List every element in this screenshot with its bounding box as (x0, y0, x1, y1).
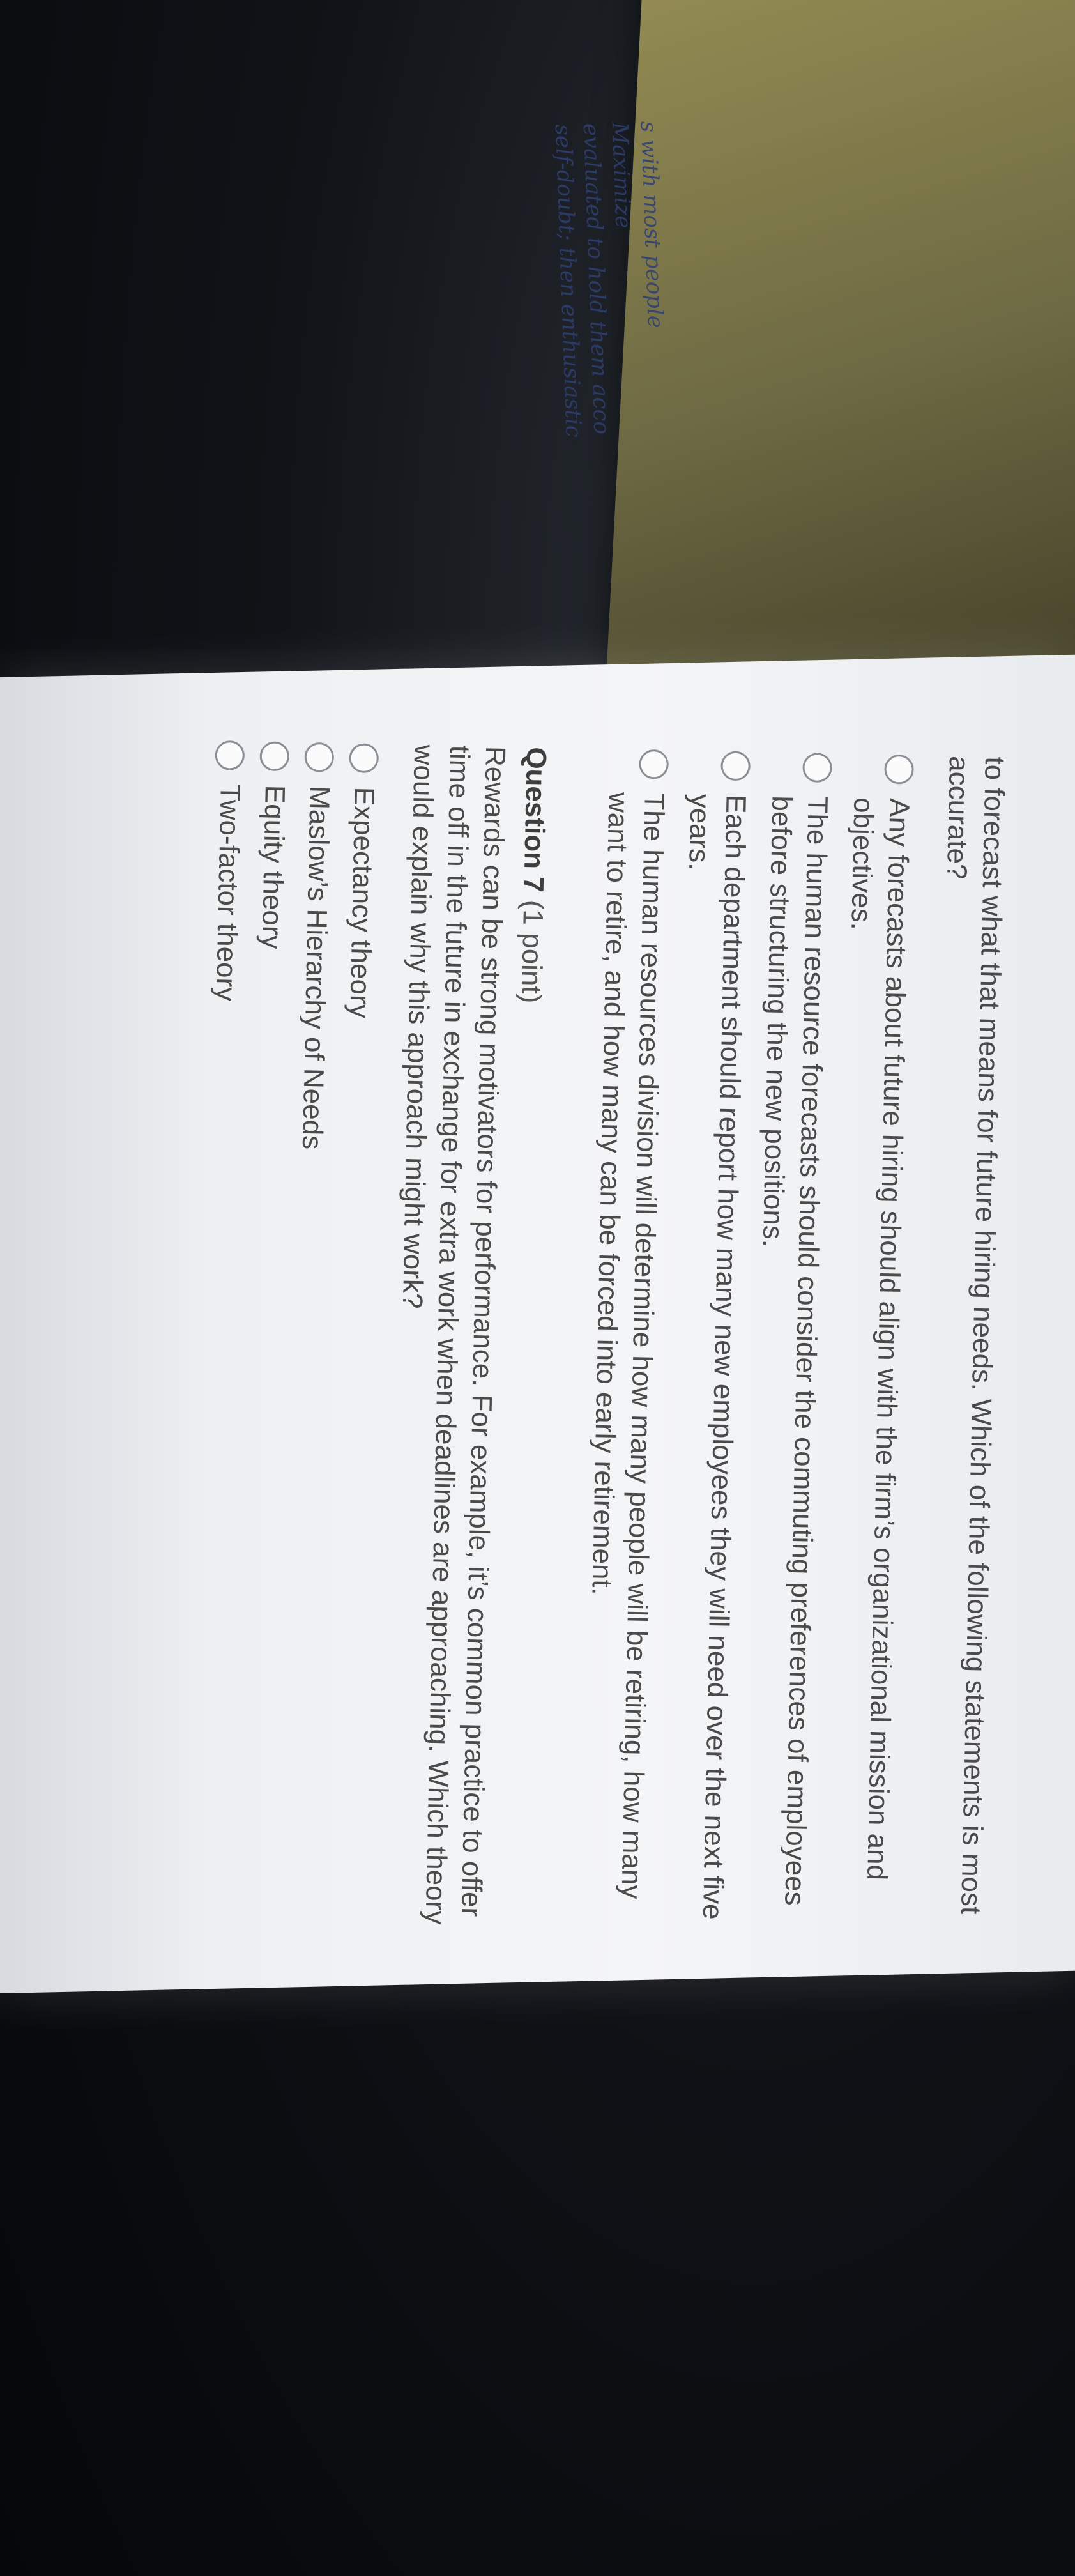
handwritten-notepaper (549, 0, 1075, 705)
answer-option[interactable] (657, 750, 754, 1965)
radio-button[interactable] (884, 755, 914, 785)
answer-option-label: Equity theory (255, 785, 291, 950)
radio-button[interactable] (802, 753, 832, 783)
answer-option-label: Expectancy theory (344, 786, 380, 1019)
answer-option[interactable] (576, 749, 673, 1964)
question-6-intro: to forecast what that means for future hiring needs. Which of the following statements is most accurate? (940, 755, 1011, 1915)
radio-button[interactable] (304, 742, 334, 772)
quiz-content (178, 740, 1012, 1970)
radio-button[interactable] (639, 749, 669, 779)
handwritten-line: s with most people (635, 120, 669, 329)
answer-option-label: Each department should report how many new employees they will need over the next five years. (683, 793, 752, 1920)
question-points: (1 point) (515, 900, 549, 1004)
question-7-stem: Rewards can be strong motivators for performance. For example, it’s common practice to offer time off in the future in exchange for extra work when deadlines are approaching. Which theory would explain why this approach might work? (396, 744, 512, 1925)
radio-button[interactable] (720, 751, 751, 781)
answer-option[interactable] (739, 752, 836, 1967)
radio-button[interactable] (349, 743, 379, 773)
handwritten-line: Maximize (606, 121, 636, 229)
question-title: Question 7 (517, 746, 553, 893)
question-7-options (187, 740, 383, 1958)
answer-option-label: Two-factor theory (210, 783, 246, 1002)
radio-button[interactable] (259, 741, 289, 771)
answer-option-label: Any forecasts about future hiring should align with the firm’s organizational mission and objectives. (845, 797, 915, 1881)
question-6-options (576, 749, 918, 1969)
answer-option-label: Maslow’s Hierarchy of Needs (296, 785, 335, 1150)
handwritten-line: self-doubt; then enthusiastic (549, 123, 586, 438)
radio-button[interactable] (215, 740, 245, 770)
handwritten-line: evaluated to hold them acco (578, 123, 615, 435)
answer-option[interactable] (821, 754, 918, 1969)
answer-option-label: The human resources division will determine how many people will be retiring, how many want to retire, and how many can be forced into early retirement. (586, 792, 670, 1899)
answer-option-label: The human resource forecasts should consider the commuting preferences of employees before structuring the new positions. (756, 795, 834, 1906)
